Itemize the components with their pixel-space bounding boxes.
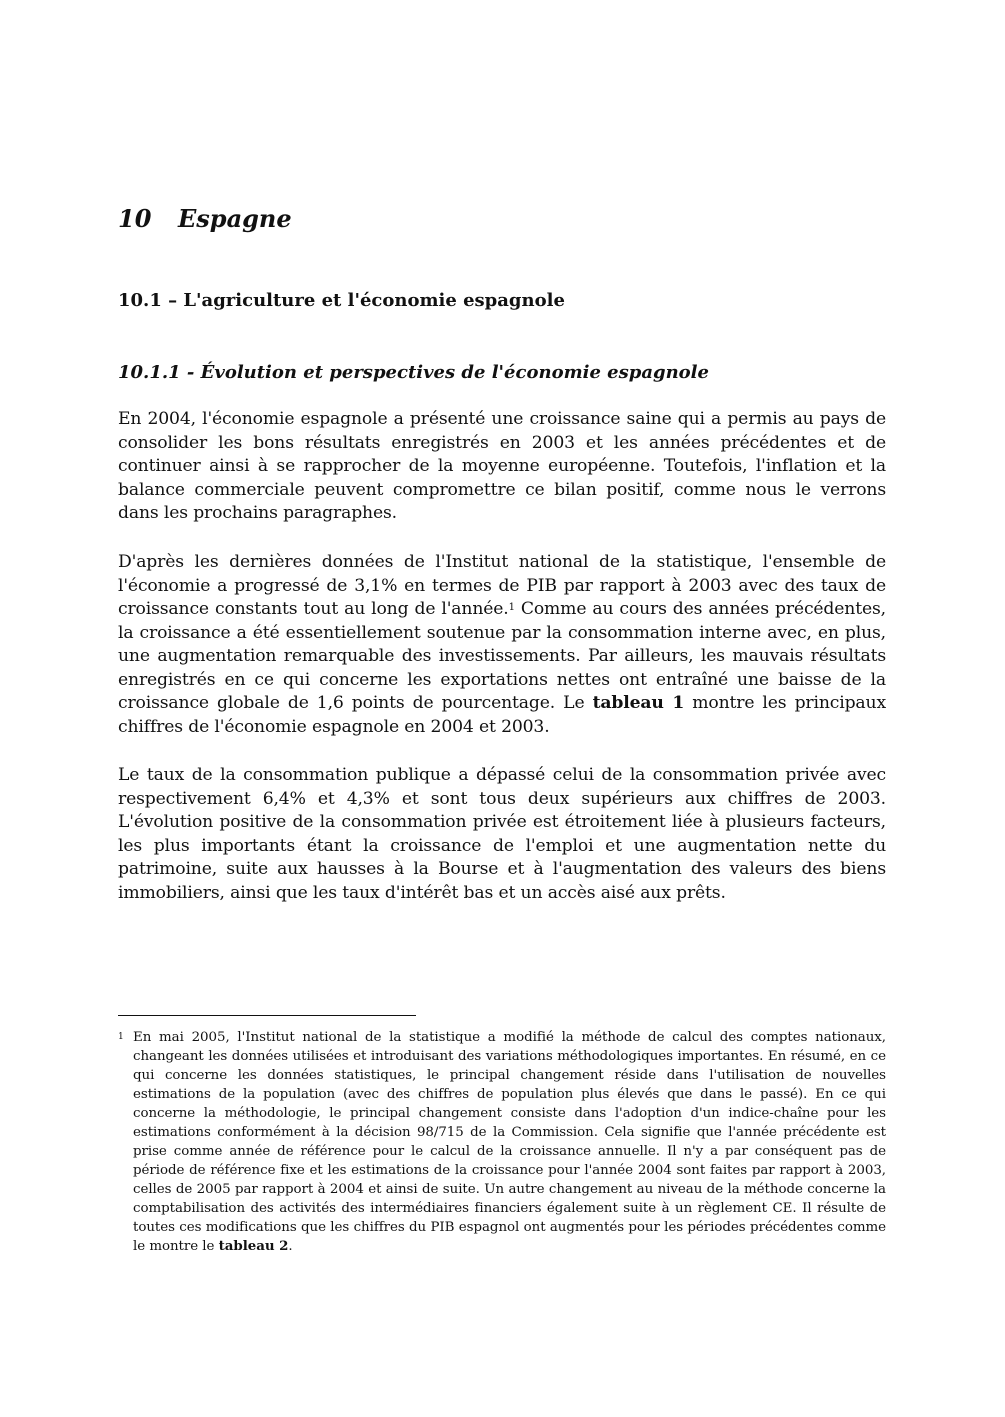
footnote-text-a: En mai 2005, l'Institut national de la statistique a modifié la méthode de calcul des comptes nationaux, changeant les données utilisées et introduisant des variations méthodologiques importantes. En résumé, en ce qui concerne les données statistiques, le principal changement réside dans l'utilisation de nouvelles estimations de la population (avec des chiffres de population plus élevés que dans le passé). En ce qui concerne la méthodologie, le principal changement consiste dans l'adoption d'un indice-chaîne pour les estimations conformément à la décision 98/715 de la Commission. Cela signifie que l'année précédente est prise comme année de référence pour le calcul de la croissance annuelle. Il n'y a par conséquent pas de période de référence fixe et les estimations de la croissance pour l'année 2004 sont faites par rapport à 2003, celles de 2005 par rapport à 2004 et ainsi de suite. Un autre changement au niveau de la méthode concerne la comptabilisation des activités des intermédiaires financiers également suite à un règlement CE. Il résulte de toutes ces modifications que les chiffres du PIB espagnol ont augmentés pour les périodes précédentes comme le montre le — [133, 1030, 886, 1254]
paragraph-growth-text-c: montre les principaux chiffres de l'économie espagnole en 2004 et 2003. — [118, 693, 886, 737]
paragraph-growth — [118, 551, 886, 739]
paragraph-growth-text-a: D'après les dernières données de l'Institut national de la statistique, l'ensemble de l'économie a progressé de 3,1% en termes de PIB par rapport à 2003 avec des taux de croissance constants tout au long de l'année. — [118, 552, 886, 619]
footnote-reference[interactable]: 1 — [508, 602, 515, 613]
paragraph-consumption: Le taux de la consommation publique a dépassé celui de la consommation privée avec respectivement 6,4% et 4,3% et sont tous deux supérieurs aux chiffres de 2003. L'évolution positive de la consommation privée est étroitement liée à plusieurs facteurs, les plus importants étant la croissance de l'emploi et une augmentation nette du patrimoine, suite aux hausses à la Bourse et à l'augmentation des valeurs des biens immobiliers, ainsi que les taux d'intérêt bas et un accès aisé aux prêts. — [118, 765, 886, 903]
chapter-heading — [118, 204, 292, 233]
footnote-text — [133, 1028, 886, 1256]
footnote-table-reference: tableau 2 — [218, 1238, 289, 1254]
footnote — [118, 1028, 886, 1256]
footnote-text-end: . — [288, 1239, 293, 1254]
paragraph-intro: En 2004, l'économie espagnole a présenté une croissance saine qui a permis au pays de consolider les bons résultats enregistrés en 2003 et les années précédentes et de continuer ainsi à se rapprocher de la moyenne européenne. Toutefois, l'inflation et la balance commerciale peuvent compromettre ce bilan positif, comme nous le verrons dans les prochains paragraphes. — [118, 409, 886, 523]
footnote-number: 1 — [118, 1032, 124, 1042]
paragraph-growth-text-b: Comme au cours des années précédentes, la croissance a été essentiellement soutenue par la consommation interne avec, en plus, une augmentation remarquable des investissements. Par ailleurs, les mauvais résultats enregistrés en ce qui concerne les exportations nettes ont entraîné une baisse de la croissance globale de 1,6 points de pourcentage. Le — [118, 599, 886, 713]
subsection-heading: 10.1.1 - Évolution et perspectives de l'économie espagnole — [118, 362, 709, 383]
chapter-title: Espagne — [178, 204, 292, 233]
section-heading: 10.1 – L'agriculture et l'économie espagnole — [118, 290, 565, 311]
footnote-separator — [118, 1015, 416, 1016]
table-reference-bold: tableau 1 — [592, 693, 685, 713]
chapter-number: 10 — [118, 204, 152, 233]
